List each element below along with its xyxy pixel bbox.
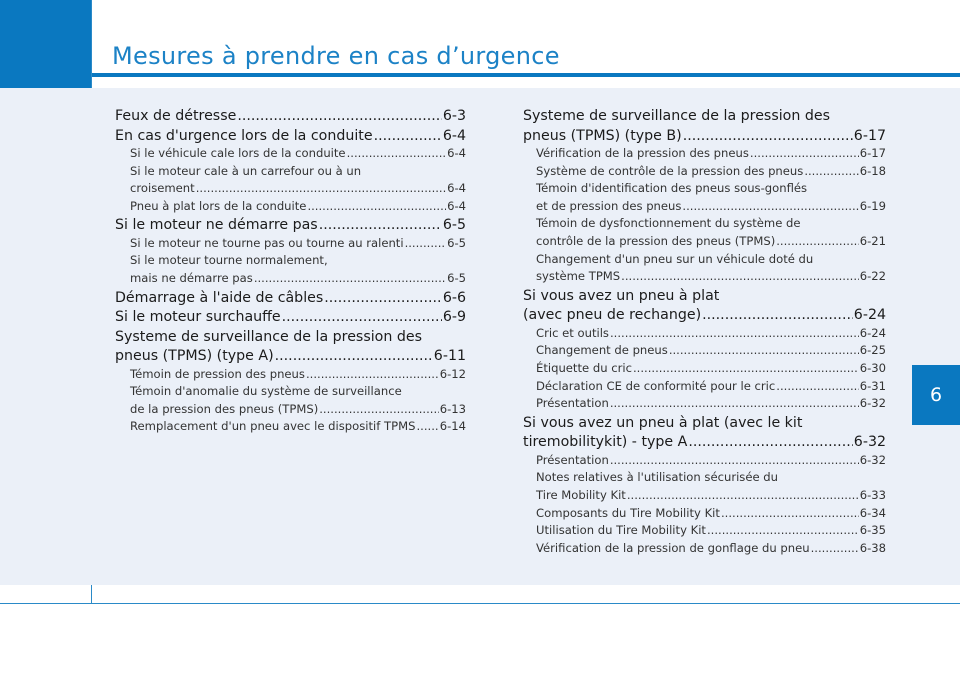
toc-entry[interactable] — [523, 127, 886, 146]
dot-leader — [347, 145, 446, 163]
toc-page-number: 6-22 — [859, 269, 886, 284]
dot-leader — [306, 366, 439, 384]
toc-entry-label: Systeme de surveillance de la pression des — [523, 108, 830, 124]
toc-entry-label: Remplacement d'un pneu avec le dispositif TPMS — [130, 419, 416, 434]
toc-entry[interactable] — [115, 308, 466, 327]
corner-color-block — [0, 0, 91, 88]
toc-page-number: 6-17 — [859, 146, 886, 160]
dot-leader — [610, 325, 859, 343]
dot-leader — [750, 145, 859, 163]
toc-subentry — [523, 469, 886, 487]
toc-entry[interactable] — [115, 347, 466, 366]
dot-leader — [707, 522, 859, 540]
toc-entry-label: Si vous avez un pneu à plat (avec le kit — [523, 414, 803, 431]
bottom-rule — [0, 603, 960, 604]
toc-entry-label: Témoin d'identification des pneus sous-gonflés — [536, 181, 808, 196]
dot-leader — [627, 487, 859, 505]
toc-page-number: 6-6 — [442, 289, 466, 306]
toc-subentry[interactable] — [523, 540, 886, 558]
page-title: Mesures à prendre en cas d’urgence — [112, 42, 560, 70]
dot-leader — [669, 342, 859, 360]
dot-leader — [416, 418, 438, 436]
toc-entry-label: croisement — [130, 181, 195, 196]
toc-subentry[interactable] — [115, 145, 466, 163]
toc-subentry[interactable] — [523, 452, 886, 470]
toc-entry-label: Notes relatives à l'utilisation sécurisée du — [536, 470, 779, 485]
toc-entry-label: Tire Mobility Kit — [536, 487, 626, 502]
dot-leader — [254, 270, 446, 288]
chapter-tab[interactable]: 6 — [912, 365, 960, 425]
toc-entry-label: Utilisation du Tire Mobility Kit — [536, 523, 706, 538]
toc-entry-label: Présentation — [536, 396, 609, 411]
toc-entry[interactable] — [115, 289, 466, 308]
toc-page-number: 6-34 — [859, 505, 886, 520]
toc-page-number: 6-35 — [859, 523, 886, 538]
toc-subentry[interactable] — [523, 268, 886, 286]
toc-entry-label: Vérification de la pression de gonflage du pneu — [536, 540, 810, 555]
toc-entry-label: de la pression des pneus (TPMS) — [130, 401, 319, 416]
toc-page-number: 6-30 — [859, 360, 886, 375]
toc-page-number: 6-17 — [853, 127, 886, 144]
toc-subentry[interactable] — [523, 198, 886, 216]
toc-entry — [523, 287, 886, 306]
toc-entry — [115, 328, 466, 347]
toc-page-number: 6-32 — [859, 396, 886, 411]
toc-page-number: 6-5 — [447, 235, 466, 250]
toc-page-number: 6-11 — [433, 348, 466, 365]
toc-page-number: 6-31 — [859, 378, 886, 393]
toc-page-number: 6-4 — [442, 127, 466, 144]
toc-entry — [523, 107, 886, 126]
toc-page-number: 6-14 — [439, 419, 466, 434]
dot-leader — [633, 360, 859, 378]
toc-entry-label: pneus (TPMS) (type A) — [115, 348, 274, 365]
toc-entry-label: système TPMS — [536, 269, 621, 284]
dot-leader — [319, 401, 438, 419]
toc-page-number: 6-12 — [439, 366, 466, 381]
toc-page-number: 6-32 — [853, 434, 886, 451]
toc-subentry[interactable] — [523, 522, 886, 540]
toc-entry-label: Déclaration CE de conformité pour le cric — [536, 378, 776, 393]
toc-entry[interactable] — [115, 127, 466, 146]
toc-page-number: 6-33 — [859, 487, 886, 502]
toc-entry[interactable] — [115, 216, 466, 235]
toc-entry-label: contrôle de la pression des pneus (TPMS) — [536, 233, 776, 248]
toc-entry-label: Feux de détresse — [115, 108, 237, 124]
toc-entry-label: Si le moteur ne tourne pas ou tourne au ralenti — [130, 235, 404, 250]
toc-subentry[interactable] — [523, 163, 886, 181]
toc-page-number: 6-3 — [442, 108, 466, 124]
toc-page-number: 6-4 — [447, 198, 466, 213]
toc-subentry[interactable] — [115, 418, 466, 436]
toc-entry-label: tiremobilitykit) - type A — [523, 434, 688, 451]
dot-leader — [688, 433, 852, 452]
toc-subentry[interactable] — [115, 198, 466, 216]
dot-leader — [702, 306, 853, 325]
toc-page-number: 6-21 — [859, 233, 886, 248]
toc-page-number: 6-32 — [859, 452, 886, 467]
dot-leader — [610, 452, 859, 470]
toc-subentry[interactable] — [115, 401, 466, 419]
dot-leader — [405, 235, 447, 253]
dot-leader — [307, 198, 446, 216]
toc-page-number: 6-25 — [859, 343, 886, 358]
toc-entry-label: Si le moteur tourne normalement, — [130, 253, 328, 268]
toc-entry-label: Étiquette du cric — [536, 360, 632, 375]
dot-leader — [621, 268, 859, 286]
dot-leader — [275, 347, 433, 366]
toc-page-number: 6-5 — [442, 217, 466, 234]
toc-subentry — [115, 252, 466, 270]
toc-subentry[interactable] — [115, 235, 466, 253]
toc-subentry — [523, 180, 886, 198]
toc-subentry[interactable] — [523, 325, 886, 343]
dot-leader — [776, 233, 858, 251]
toc-entry-label: Si vous avez un pneu à plat — [523, 287, 720, 304]
toc-subentry — [115, 163, 466, 181]
toc-entry-label: Changement de pneus — [536, 343, 668, 358]
toc-entry-label: Composants du Tire Mobility Kit — [536, 505, 720, 520]
dot-leader — [776, 378, 858, 396]
dot-leader — [196, 180, 446, 198]
toc-entry[interactable] — [523, 433, 886, 452]
toc-entry-label: Témoin de dysfonctionnement du système de — [536, 216, 801, 231]
toc-entry[interactable] — [523, 306, 886, 325]
toc-subentry — [523, 251, 886, 269]
toc-entry-label: En cas d'urgence lors de la conduite — [115, 127, 373, 144]
toc-entry-label: Témoin de pression des pneus — [130, 366, 305, 381]
toc-entry-label: Si le véhicule cale lors de la conduite — [130, 146, 346, 160]
toc-subentry[interactable] — [523, 487, 886, 505]
toc-page-number: 6-5 — [447, 271, 466, 286]
toc-subentry — [115, 383, 466, 401]
toc-entry-label: Pneu à plat lors de la conduite — [130, 198, 307, 213]
dot-leader — [374, 127, 442, 146]
toc-entry-label: Cric et outils — [536, 325, 609, 340]
toc-entry-label: Vérification de la pression des pneus — [536, 146, 749, 160]
toc-page-number: 6-24 — [853, 307, 886, 324]
toc-column-right — [523, 106, 886, 557]
toc-entry-label: Changement d'un pneu sur un véhicule doté du — [536, 251, 814, 266]
toc-subentry[interactable] — [115, 366, 466, 384]
dot-leader — [804, 163, 858, 181]
toc-subentry — [523, 215, 886, 233]
dot-leader — [324, 289, 442, 308]
toc-entry-label: Si le moteur cale à un carrefour ou à un — [130, 163, 362, 178]
toc-page-number: 6-24 — [859, 325, 886, 340]
toc-page-number: 6-18 — [859, 163, 886, 178]
dot-leader — [721, 505, 859, 523]
toc-subentry[interactable] — [115, 270, 466, 288]
toc-page-number: 6-13 — [439, 401, 466, 416]
title-underline — [92, 73, 960, 77]
toc-subentry[interactable] — [523, 233, 886, 251]
toc-entry-label: Système de contrôle de la pression des pneus — [536, 163, 804, 178]
toc-entry-label: Si le moteur surchauffe — [115, 309, 281, 326]
toc-entry-label: mais ne démarre pas — [130, 271, 253, 286]
toc-entry-label: et de pression des pneus — [536, 198, 682, 213]
dot-leader — [319, 216, 442, 235]
toc-entry-label: Systeme de surveillance de la pression des — [115, 328, 422, 345]
toc-subentry[interactable] — [523, 395, 886, 413]
dot-leader — [282, 308, 442, 327]
toc-entry-label: pneus (TPMS) (type B) — [523, 127, 682, 144]
toc-subentry[interactable] — [523, 360, 886, 378]
dot-leader — [683, 127, 853, 146]
toc-page-number: 6-4 — [447, 181, 466, 196]
dot-leader — [682, 198, 858, 216]
dot-leader — [610, 395, 859, 413]
toc-entry-label: (avec pneu de rechange) — [523, 307, 702, 324]
toc-entry[interactable] — [115, 107, 466, 126]
toc-entry — [523, 414, 886, 433]
toc-subentry[interactable] — [523, 145, 886, 163]
toc-entry-label: Si le moteur ne démarre pas — [115, 217, 318, 234]
toc-entry-label: Démarrage à l'aide de câbles — [115, 289, 324, 306]
toc-entry-label: Témoin d'anomalie du système de surveillance — [130, 384, 402, 399]
toc-page-number: 6-9 — [442, 309, 466, 326]
toc-column-left — [115, 106, 466, 436]
toc-page-number: 6-4 — [447, 146, 466, 160]
toc-subentry[interactable] — [523, 342, 886, 360]
toc-page-number: 6-38 — [859, 540, 886, 555]
toc-entry-label: Présentation — [536, 452, 609, 467]
toc-subentry[interactable] — [523, 505, 886, 523]
toc-subentry[interactable] — [115, 180, 466, 198]
dot-leader — [811, 540, 859, 558]
dot-leader — [237, 107, 441, 126]
toc-page-number: 6-19 — [859, 198, 886, 213]
toc-subentry[interactable] — [523, 378, 886, 396]
